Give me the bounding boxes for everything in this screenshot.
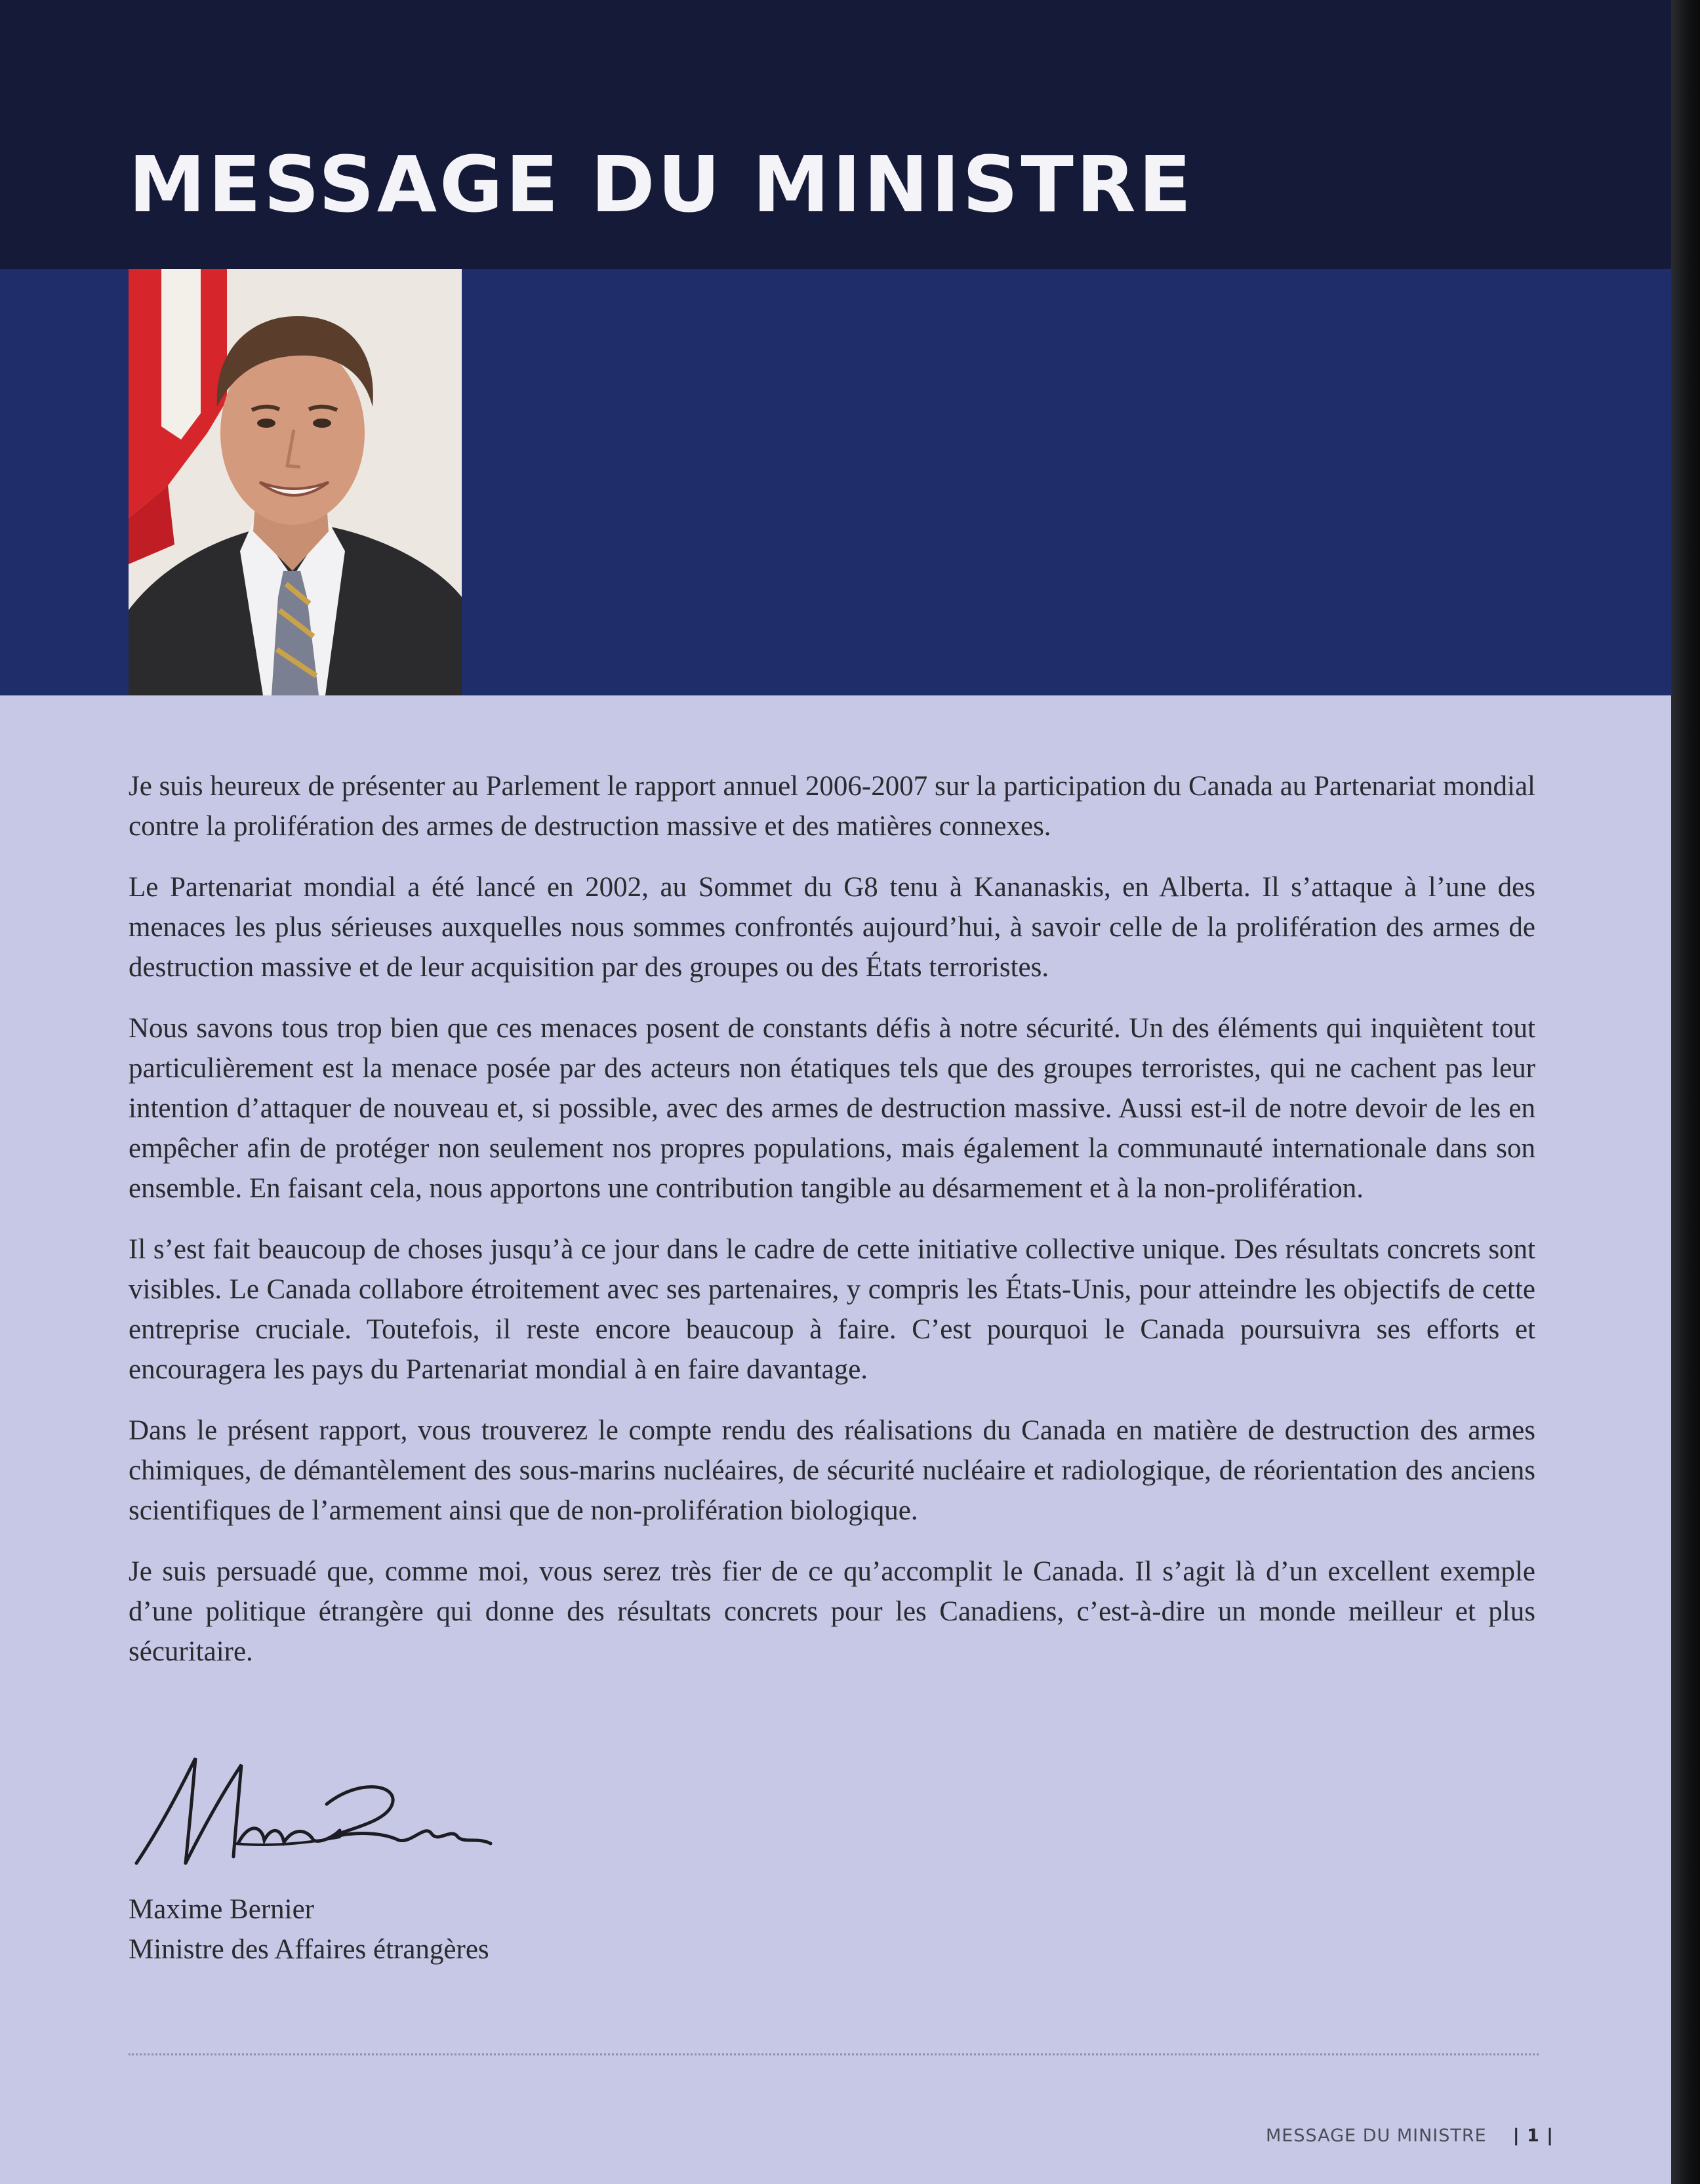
paragraph: Il s’est fait beaucoup de choses jusqu’à ce jour dans le cadre de cette initiative collective unique. Des résultats concrets sont visibles. Le Canada collabore étroitement avec ses partenaires, y compris les États-Unis, pour atteindre les objectifs de cette entreprise cruciale. Toutefois, il reste encore beaucoup à faire. C’est pourquoi le Canada poursuivra ses efforts et encouragera les pays du Partenariat mondial à en faire davantage. [129, 1234, 1535, 1385]
signer-block [129, 1889, 489, 1969]
paragraph: Nous savons tous trop bien que ces menaces posent de constants défis à notre sécurité. Un des éléments qui inquiètent tout particulièrement est la menace posée par des acteurs non étatiques tels que des groupes terroristes, qui ne cachent pas leur intention d’attaquer de nouveau et, si possible, avec des armes de destruction massive. Aussi est-il de notre devoir de les en empêcher afin de protéger non seulement nos propres populations, mais également la communauté internationale dans son ensemble. En faisant cela, nous apportons une contribution tangible au désarmement et à la non-prolifération. [129, 1013, 1535, 1204]
signature [123, 1745, 517, 1876]
page-footer [1266, 2126, 1554, 2146]
message-body [129, 766, 1535, 1693]
signer-name: Maxime Bernier [129, 1894, 314, 1925]
footer-section-label: MESSAGE DU MINISTRE [1266, 2126, 1487, 2146]
page-title: MESSAGE DU MINISTRE [129, 139, 1194, 230]
signer-role: Ministre des Affaires étrangères [129, 1934, 489, 1965]
page-number: | 1 | [1512, 2126, 1554, 2146]
page-edge [1671, 0, 1700, 2184]
paragraph: Dans le présent rapport, vous trouverez le compte rendu des réalisations du Canada en matière de destruction des armes chimiques, de démantèlement des sous-marins nucléaires, de sécurité nucléaire et radiologique, de réorientation des anciens scientifiques de l’armement ainsi que de non-prolifération biologique. [129, 1415, 1535, 1526]
paragraph: Le Partenariat mondial a été lancé en 2002, au Sommet du G8 tenu à Kananaskis, en Alberta. Il s’attaque à l’une des menaces les plus sérieuses auxquelles nous sommes confrontés aujourd’hui, à savoir celle de la prolifération des armes de destruction massive et de leur acquisition par des groupes ou des États terroristes. [129, 872, 1535, 983]
minister-portrait [129, 269, 462, 695]
paragraph: Je suis heureux de présenter au Parlement le rapport annuel 2006-2007 sur la participation du Canada au Partenariat mondial contre la prolifération des armes de destruction massive et des matières connexes. [129, 771, 1535, 842]
paragraph: Je suis persuadé que, comme moi, vous serez très fier de ce qu’accomplit le Canada. Il s’agit là d’un excellent exemple d’une politique étrangère qui donne des résultats concrets pour les Canadiens, c’est-à-dire un monde meilleur et plus sécuritaire. [129, 1556, 1535, 1667]
footer-divider [129, 2053, 1539, 2055]
